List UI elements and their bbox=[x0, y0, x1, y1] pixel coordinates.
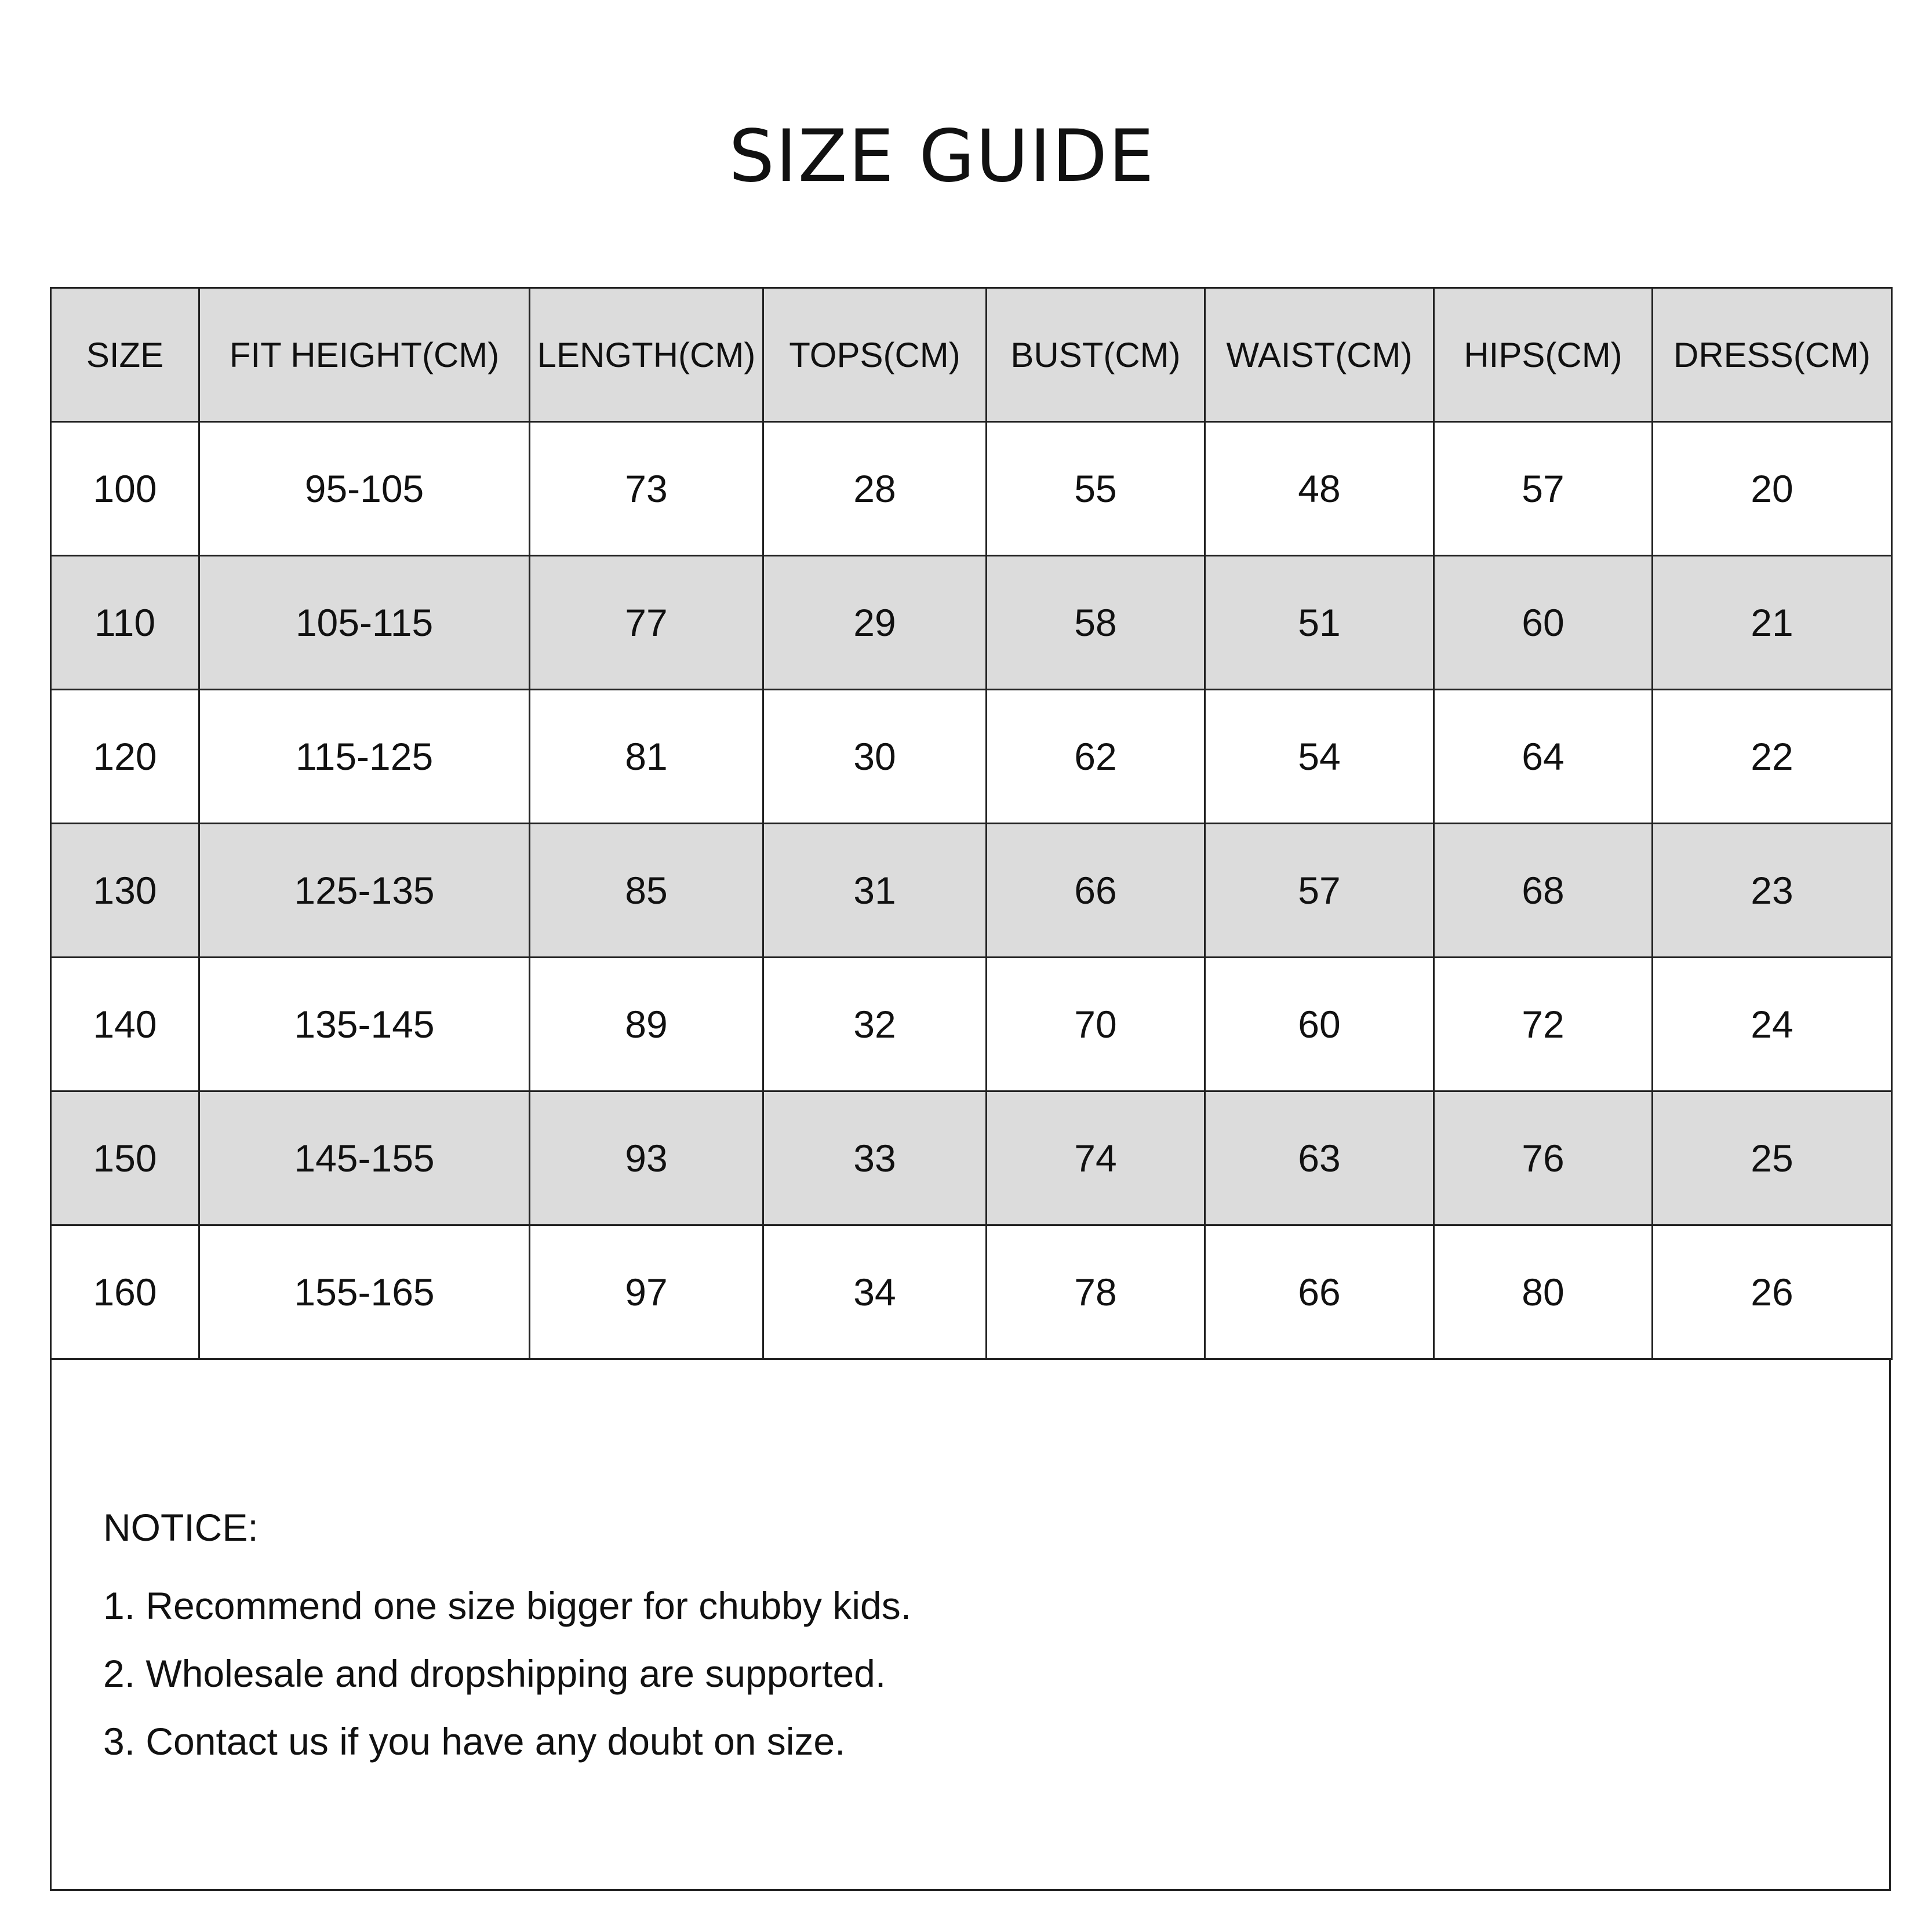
cell-fit-height: 135-145 bbox=[199, 958, 530, 1091]
header-waist: WAIST(CM) bbox=[1205, 288, 1434, 422]
cell-fit-height: 95-105 bbox=[199, 422, 530, 556]
cell-waist: 51 bbox=[1205, 556, 1434, 690]
cell-length: 77 bbox=[530, 556, 763, 690]
cell-size: 110 bbox=[51, 556, 199, 690]
cell-waist: 60 bbox=[1205, 958, 1434, 1091]
cell-fit-height: 155-165 bbox=[199, 1225, 530, 1359]
cell-length: 93 bbox=[530, 1091, 763, 1225]
cell-hips: 57 bbox=[1434, 422, 1653, 556]
cell-waist: 63 bbox=[1205, 1091, 1434, 1225]
cell-bust: 78 bbox=[987, 1225, 1205, 1359]
cell-bust: 74 bbox=[987, 1091, 1205, 1225]
cell-dress: 23 bbox=[1653, 824, 1892, 958]
cell-length: 97 bbox=[530, 1225, 763, 1359]
cell-length: 85 bbox=[530, 824, 763, 958]
cell-size: 150 bbox=[51, 1091, 199, 1225]
cell-dress: 25 bbox=[1653, 1091, 1892, 1225]
table-row bbox=[51, 1091, 1892, 1225]
header-hips: HIPS(CM) bbox=[1434, 288, 1653, 422]
cell-tops: 32 bbox=[763, 958, 987, 1091]
cell-size: 140 bbox=[51, 958, 199, 1091]
cell-length: 73 bbox=[530, 422, 763, 556]
cell-waist: 66 bbox=[1205, 1225, 1434, 1359]
cell-bust: 62 bbox=[987, 690, 1205, 824]
cell-waist: 57 bbox=[1205, 824, 1434, 958]
cell-tops: 31 bbox=[763, 824, 987, 958]
cell-dress: 20 bbox=[1653, 422, 1892, 556]
cell-length: 81 bbox=[530, 690, 763, 824]
cell-bust: 55 bbox=[987, 422, 1205, 556]
table-row bbox=[51, 824, 1892, 958]
cell-size: 120 bbox=[51, 690, 199, 824]
cell-tops: 34 bbox=[763, 1225, 987, 1359]
cell-hips: 60 bbox=[1434, 556, 1653, 690]
table-header-row bbox=[51, 288, 1892, 422]
cell-hips: 76 bbox=[1434, 1091, 1653, 1225]
header-dress: DRESS(CM) bbox=[1653, 288, 1892, 422]
cell-waist: 48 bbox=[1205, 422, 1434, 556]
notice-title: NOTICE: bbox=[103, 1506, 259, 1549]
cell-length: 89 bbox=[530, 958, 763, 1091]
notice-section bbox=[103, 1496, 1842, 1775]
cell-size: 100 bbox=[51, 422, 199, 556]
notice-line: 1. Recommend one size bigger for chubby kids. bbox=[103, 1584, 912, 1627]
cell-dress: 24 bbox=[1653, 958, 1892, 1091]
cell-hips: 64 bbox=[1434, 690, 1653, 824]
size-table bbox=[50, 287, 1893, 1360]
cell-hips: 80 bbox=[1434, 1225, 1653, 1359]
notice-line: 2. Wholesale and dropshipping are supported. bbox=[103, 1652, 886, 1695]
cell-dress: 22 bbox=[1653, 690, 1892, 824]
cell-fit-height: 115-125 bbox=[199, 690, 530, 824]
header-bust: BUST(CM) bbox=[987, 288, 1205, 422]
table-row bbox=[51, 422, 1892, 556]
cell-tops: 29 bbox=[763, 556, 987, 690]
cell-size: 130 bbox=[51, 824, 199, 958]
table-row bbox=[51, 690, 1892, 824]
cell-waist: 54 bbox=[1205, 690, 1434, 824]
cell-bust: 70 bbox=[987, 958, 1205, 1091]
table-row bbox=[51, 556, 1892, 690]
header-fit-height: FIT HEIGHT(CM) bbox=[199, 288, 530, 422]
cell-fit-height: 125-135 bbox=[199, 824, 530, 958]
table-row bbox=[51, 1225, 1892, 1359]
cell-fit-height: 105-115 bbox=[199, 556, 530, 690]
cell-dress: 21 bbox=[1653, 556, 1892, 690]
cell-size: 160 bbox=[51, 1225, 199, 1359]
cell-dress: 26 bbox=[1653, 1225, 1892, 1359]
cell-hips: 72 bbox=[1434, 958, 1653, 1091]
cell-tops: 28 bbox=[763, 422, 987, 556]
cell-bust: 66 bbox=[987, 824, 1205, 958]
page-title: SIZE GUIDE bbox=[729, 115, 1155, 198]
cell-tops: 33 bbox=[763, 1091, 987, 1225]
header-length: LENGTH(CM) bbox=[530, 288, 763, 422]
cell-tops: 30 bbox=[763, 690, 987, 824]
cell-hips: 68 bbox=[1434, 824, 1653, 958]
header-size: SIZE bbox=[51, 288, 199, 422]
cell-bust: 58 bbox=[987, 556, 1205, 690]
table-row bbox=[51, 958, 1892, 1091]
header-tops: TOPS(CM) bbox=[763, 288, 987, 422]
notice-line: 3. Contact us if you have any doubt on size. bbox=[103, 1720, 846, 1763]
cell-fit-height: 145-155 bbox=[199, 1091, 530, 1225]
